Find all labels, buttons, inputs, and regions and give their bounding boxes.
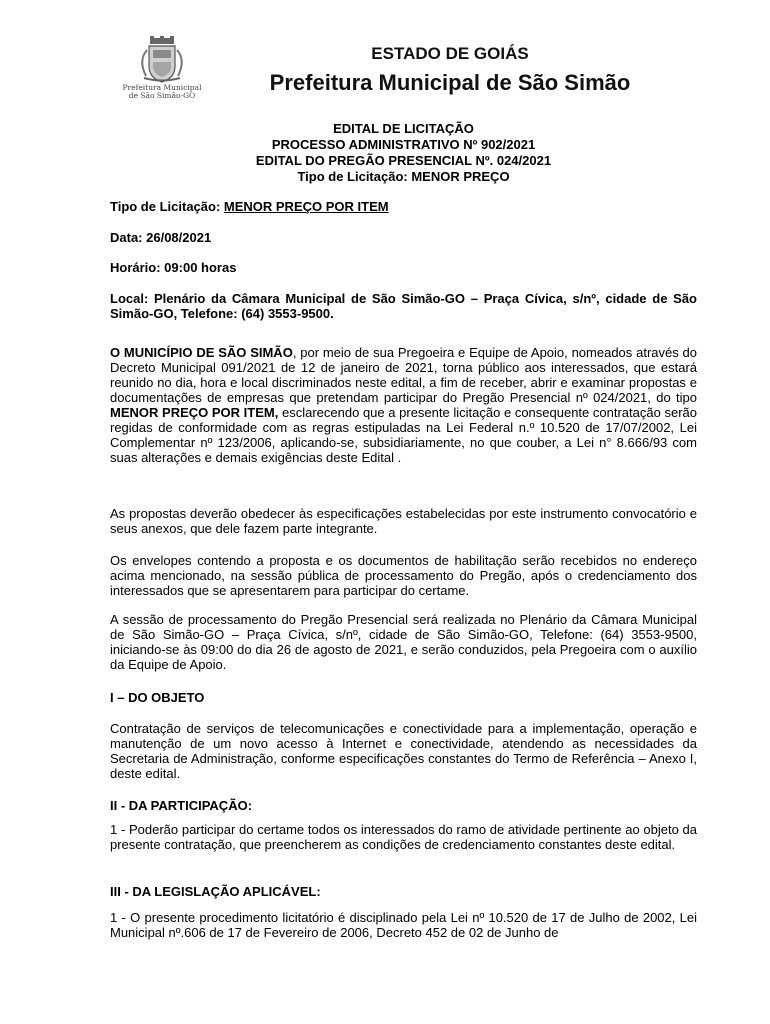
section-participacao-text: 1 - Poderão participar do certame todos os interessados do ramo de atividade pertinente ao objeto da presente contratação, que preencherem as condições de credenciamento constantes deste edital. bbox=[110, 822, 697, 852]
coat-of-arms-icon bbox=[132, 36, 192, 84]
pregao-number: EDITAL DO PREGÃO PRESENCIAL Nº. 024/2021 bbox=[255, 153, 552, 168]
edital-title-block bbox=[110, 121, 697, 185]
section-heading: I – DO OBJETO bbox=[110, 690, 205, 705]
location-line: Local: Plenário da Câmara Municipal de São Simão-GO – Praça Cívica, s/nº, cidade de São Simão-GO, Telefone: (64) 3553-9500. bbox=[110, 291, 697, 321]
intro-text: esclarecendo que a presente licitação e consequente contratação serão regidas de conformidade com as regras estipuladas na Lei Federal n.º 10.520 de 17/07/2002, Lei Complementar nº 123/2006, aplicando-se, subsidiariamente, no que couber, a Lei n° 8.666/93 com suas alterações e demais exigências deste Edital . bbox=[110, 405, 697, 465]
crest-caption: de São Simão-GO bbox=[128, 91, 196, 100]
paragraph-envelopes: Os envelopes contendo a proposta e os documentos de habilitação serão recebidos no endereço acima mencionado, na sessão pública de processamento do Pregão, após o credenciamento dos interessados que se apresentarem para participar do certame. bbox=[110, 553, 697, 598]
paragraph-propostas: As propostas deverão obedecer às especificações estabelecidas por este instrumento convocatório e seus anexos, que dele fazem parte integrante. bbox=[110, 506, 697, 536]
paragraph-sessao: A sessão de processamento do Pregão Presencial será realizada no Plenário da Câmara Municipal de São Simão-GO – Praça Cívica, s/nº, cidade de São Simão-GO, Telefone: (64) 3553-9500, iniciando-se às 09:00 do dia 26 de agosto de 2021, e serão conduzidos, pela Pregoeira com o auxílio da Equipe de Apoio. bbox=[110, 612, 697, 672]
section-objeto-text: Contratação de serviços de telecomunicações e conectividade para a implementação, operação e manutenção de um novo acesso à Internet e conectividade, atendendo as necessidades da Secretaria de Administração, conforme especificações constantes do Termo de Referência – Anexo I, deste edital. bbox=[110, 721, 697, 781]
section-heading: III - DA LEGISLAÇÃO APLICÁVEL: bbox=[110, 884, 321, 899]
edital-title: EDITAL DE LICITAÇÃO bbox=[333, 121, 474, 136]
state-heading: ESTADO DE GOIÁS bbox=[371, 44, 529, 63]
date-line: Data: 26/08/2021 bbox=[110, 230, 212, 245]
prefecture-heading: Prefeitura Municipal de São Simão bbox=[269, 70, 631, 95]
time-line: Horário: 09:00 horas bbox=[110, 260, 237, 275]
intro-text: , por meio de sua Pregoeira e Equipe de Apoio, nomeados através do Decreto Municipal 091/2021 de 12 de janeiro de 2021, torna público aos interessados, que estará reunido no dia, hora e local discriminados neste edital, a fim de receber, abrir e examinar propostas e documentações de empresas que pretendam participar do Pregão Presencial nº 024/2021, do tipo bbox=[110, 345, 697, 405]
tender-type-label: Tipo de Licitação: bbox=[110, 199, 224, 214]
crest-caption: Prefeitura Municipal bbox=[122, 83, 202, 92]
tender-type-title: Tipo de Licitação: MENOR PREÇO bbox=[297, 169, 510, 184]
intro-emphasis: MENOR PREÇO POR ITEM, bbox=[110, 405, 279, 420]
intro-paragraph bbox=[110, 345, 697, 465]
intro-lead: O MUNICÍPIO DE SÃO SIMÃO bbox=[110, 345, 293, 360]
section-heading: II - DA PARTICIPAÇÃO: bbox=[110, 798, 253, 813]
tender-type-value: MENOR PREÇO POR ITEM bbox=[223, 199, 389, 214]
process-number: PROCESSO ADMINISTRATIVO Nº 902/2021 bbox=[271, 137, 536, 152]
tender-type-line bbox=[110, 199, 697, 214]
municipal-crest bbox=[118, 36, 206, 108]
section-legislacao-text: 1 - O presente procedimento licitatório é disciplinado pela Lei nº 10.520 de 17 de Julho de 2002, Lei Municipal nº.606 de 17 de Fevereiro de 2006, Decreto 452 de 02 de Junho de bbox=[110, 910, 697, 940]
